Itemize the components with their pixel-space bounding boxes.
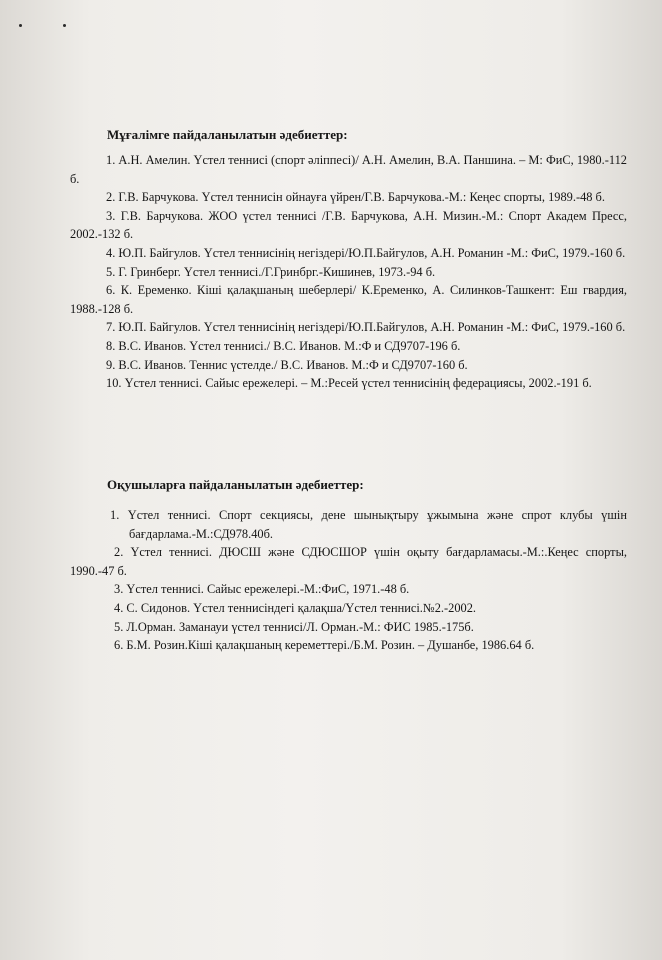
reference-item xyxy=(70,337,627,356)
scan-speck xyxy=(63,24,66,27)
reference-text: Г.В. Барчукова. Үстел теннисін ойнауға үйрен/Г.В. Барчукова.-М.: Кеңес спорты, 1989.-48 б. xyxy=(118,190,605,205)
reference-number: 5. xyxy=(114,619,124,634)
teacher-references-heading: Мұғалімге пайдаланылатын әдебиеттер: xyxy=(107,127,348,142)
teacher-references-list xyxy=(70,151,627,393)
reference-number: 1. xyxy=(106,153,116,167)
reference-text: К. Еременко. Кіші қалақшаның шеберлері/ К.Еременко, А. Силинков-Ташкент: Еш гвардия, 1988.-128 б. xyxy=(70,283,627,316)
student-references-heading: Оқушыларға пайдаланылатын әдебиеттер: xyxy=(107,477,364,492)
reference-number: 2. xyxy=(114,545,124,560)
reference-item xyxy=(70,281,627,318)
reference-text: Үстел теннисі. Сайыс ережелері.-М.:ФиС, 1971.-48 б. xyxy=(126,582,410,597)
scan-speck xyxy=(19,24,22,27)
reference-item xyxy=(70,263,627,282)
reference-item xyxy=(70,356,627,375)
reference-item xyxy=(70,543,627,580)
reference-number: 4. xyxy=(106,245,116,260)
reference-item xyxy=(70,374,627,393)
reference-text: Л.Орман. Заманауи үстел теннисі/Л. Орман.-М.: ФИС 1985.-175б. xyxy=(126,619,474,634)
reference-text: Үстел теннисі. ДЮСШ және СДЮСШОР үшін оқыту бағдарламасы.-М.:.Кеңес спорты, 1990.-47 б. xyxy=(70,545,627,578)
reference-item xyxy=(70,207,627,244)
reference-number: 9. xyxy=(106,357,116,372)
reference-text: Ю.П. Байгулов. Үстел теннисінің негіздері/Ю.П.Байгулов, А.Н. Романин -М.: ФиС, 1979.-160 б. xyxy=(118,320,626,335)
reference-item xyxy=(70,244,627,263)
reference-number: 1. xyxy=(110,508,120,522)
reference-number: 10. xyxy=(106,376,122,391)
reference-item xyxy=(70,188,627,207)
reference-item xyxy=(70,151,627,188)
reference-number: 3. xyxy=(106,208,116,223)
reference-text: В.С. Иванов. Үстел теннисі./ В.С. Иванов. М.:Ф и СД9707-196 б. xyxy=(118,338,461,353)
reference-number: 8. xyxy=(106,338,116,353)
reference-text: В.С. Иванов. Теннис үстелде./ В.С. Иванов. М.:Ф и СД9707-160 б. xyxy=(118,357,468,372)
reference-item xyxy=(70,636,627,655)
reference-item xyxy=(70,318,627,337)
reference-number: 2. xyxy=(106,190,116,205)
reference-number: 5. xyxy=(106,264,116,279)
reference-number: 7. xyxy=(106,320,116,335)
reference-number: 6. xyxy=(106,283,116,298)
reference-text: Б.М. Розин.Кіші қалақшаның кереметтері./Б.М. Розин. – Душанбе, 1986.64 б. xyxy=(126,638,535,653)
reference-text: А.Н. Амелин. Үстел теннисі (спорт әліппесі)/ А.Н. Амелин, В.А. Паншина. – М: ФиС, 1980.-112 б. xyxy=(70,153,627,186)
reference-number: 4. xyxy=(114,600,124,615)
reference-item xyxy=(70,580,627,599)
reference-item xyxy=(70,506,627,543)
reference-text: Үстел теннисі. Сайыс ережелері. – М.:Ресей үстел теннисінің федерациясы, 2002.-191 б. xyxy=(124,376,592,391)
reference-text: Үстел теннисі. Спорт секциясы, дене шынықтыру ұжымына және спрот клубы үшін бағдарлама.-М.:СД978.40б. xyxy=(127,508,627,541)
reference-text: С. Сидонов. Үстел теннисіндегі қалақша/Үстел теннисі.№2.-2002. xyxy=(126,600,477,615)
reference-item xyxy=(70,599,627,618)
student-references-list xyxy=(70,506,627,655)
reference-number: 6. xyxy=(114,638,124,653)
reference-text: Ю.П. Байгулов. Үстел теннисінің негіздері/Ю.П.Байгулов, А.Н. Романин -М.: ФиС, 1979.-160 б. xyxy=(118,245,626,260)
reference-text: Г.В. Барчукова. ЖОО үстел теннисі /Г.В. Барчукова, А.Н. Мизин.-М.: Спорт Академ Пресс, 2002.-132 б. xyxy=(70,208,627,242)
reference-number: 3. xyxy=(114,582,124,597)
reference-item xyxy=(70,618,627,637)
reference-text: Г. Гринберг. Үстел теннисі./Г.Гринбрг.-Кишинев, 1973.-94 б. xyxy=(118,264,436,279)
